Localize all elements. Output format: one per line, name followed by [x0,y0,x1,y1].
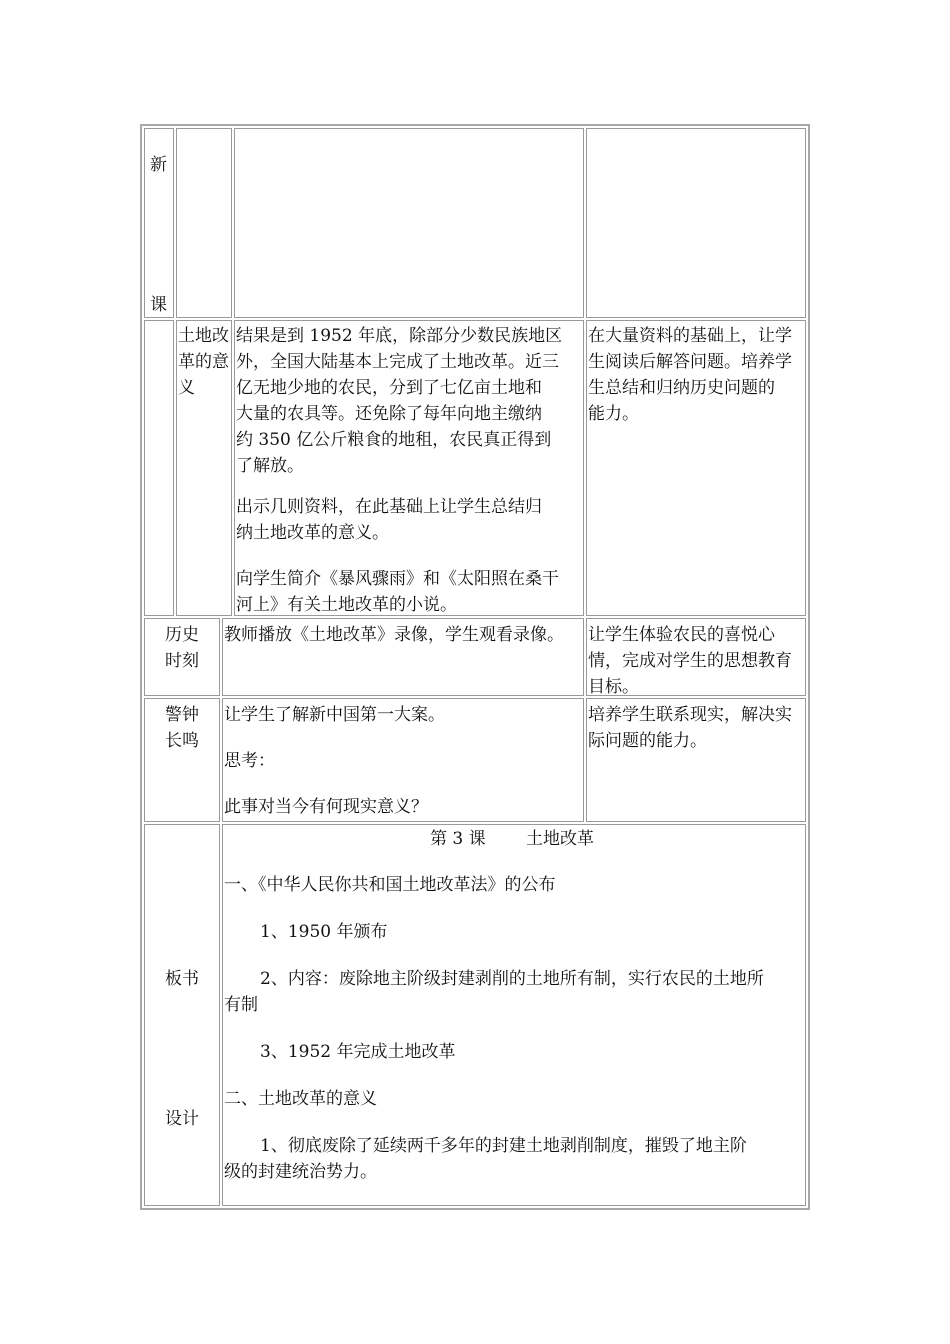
significance-content-line: 亿无地少地的农民，分到了七亿亩土地和 [236,378,542,398]
history-purpose-line: 让学生体验农民的喜悦心 [588,625,775,645]
board-line: 1、1950 年颁布 [260,922,388,942]
board-line: 3、1952 年完成土地改革 [260,1042,456,1062]
history-label-line: 时刻 [165,651,199,671]
significance-content-line: 河上》有关土地改革的小说。 [236,595,457,615]
significance-purpose-line: 在大量资料的基础上，让学 [588,326,792,346]
significance-content-line: 出示几则资料，在此基础上让学生总结归 [236,497,542,517]
significance-content-line: 了解放。 [236,456,304,476]
significance-topic-line: 土地改 [178,326,229,346]
board-line: 二、土地改革的意义 [224,1089,377,1109]
board-line: 2、内容：废除地主阶级封建剥削的土地所有制，实行农民的土地所 [260,969,764,989]
board-label-top: 板书 [165,969,199,989]
board-lesson-title: 土地改革 [526,829,594,849]
significance-content-line: 纳土地改革的意义。 [236,523,389,543]
significance-content-line: 向学生简介《暴风骤雨》和《太阳照在桑干 [236,569,559,589]
significance-label-cell [144,320,174,616]
alarm-content-line: 让学生了解新中国第一大案。 [224,705,445,725]
significance-topic-line: 革的意 [178,352,229,372]
significance-topic-line: 义 [178,378,195,398]
significance-purpose-line: 生阅读后解答问题。培养学 [588,352,792,372]
alarm-purpose-line: 培养学生联系现实，解决实 [588,705,792,725]
board-line: 有制 [224,995,258,1015]
board-line: 1、彻底废除了延续两千多年的封建土地剥削制度，摧毁了地主阶 [260,1136,747,1156]
significance-content-line: 约 350 亿公斤粮食的地租，农民真正得到 [236,430,552,450]
history-purpose-line: 目标。 [588,677,639,697]
significance-content-line: 外，全国大陆基本上完成了土地改革。近三 [236,352,559,372]
board-lesson-number: 第 3 课 [430,829,486,849]
significance-content-line: 结果是到 1952 年底，除部分少数民族地区 [236,326,563,346]
history-label-line: 历史 [165,625,199,645]
new-lesson-purpose-cell [586,128,806,318]
new-lesson-label-bottom: 课 [150,295,167,315]
significance-purpose-line: 能力。 [588,404,639,424]
new-lesson-topic-cell [176,128,232,318]
board-line: 级的封建统治势力。 [224,1162,377,1182]
alarm-content-line: 思考： [224,751,275,771]
new-lesson-label-top: 新 [150,155,167,175]
significance-purpose-line: 生总结和归纳历史问题的 [588,378,775,398]
board-label-cell [144,824,220,1206]
alarm-label-line: 警钟 [165,705,199,725]
history-content-line: 教师播放《土地改革》录像，学生观看录像。 [224,625,564,645]
board-line: 一、《中华人民你共和国土地改革法》的公布 [224,875,556,895]
new-lesson-content-cell [234,128,584,318]
alarm-label-line: 长鸣 [165,731,199,751]
history-purpose-line: 情，完成对学生的思想教育 [588,651,792,671]
significance-content-line: 大量的农具等。还免除了每年向地主缴纳 [236,404,542,424]
alarm-content-line: 此事对当今有何现实意义？ [224,797,428,817]
board-label-bottom: 设计 [165,1109,199,1129]
alarm-purpose-line: 际问题的能力。 [588,731,707,751]
